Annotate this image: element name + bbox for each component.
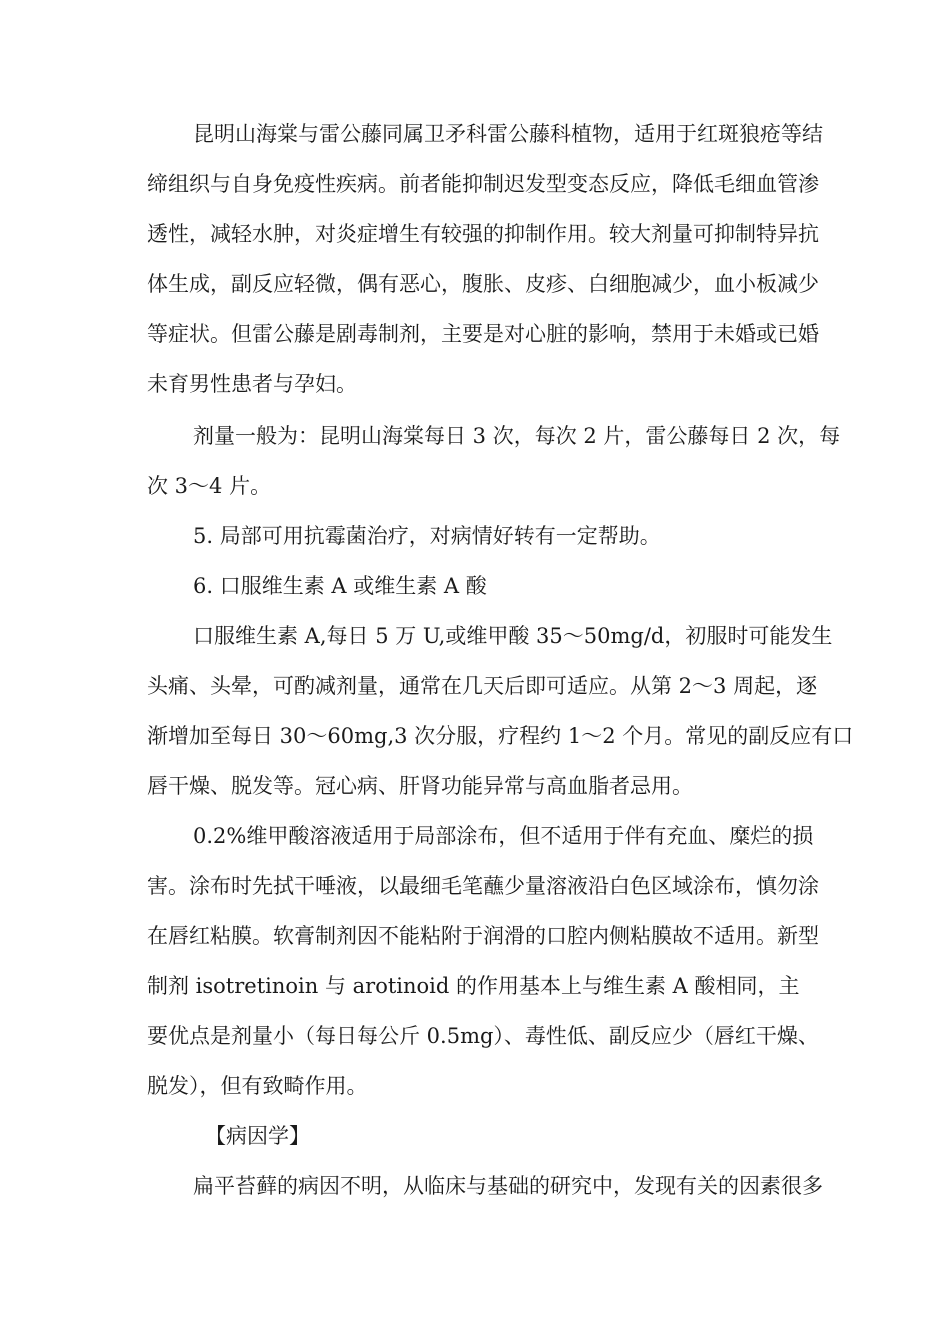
text-line: 制剂 isotretinoin 与 arotinoid 的作用基本上与维生素 A 酸相同，主 [147, 974, 800, 998]
text-line: 渐增加至每日 30～60mg,3 次分服，疗程约 1～2 个月。常见的副反应有口 [147, 724, 854, 748]
text-line: 要优点是剂量小（每日每公斤 0.5mg）、毒性低、副反应少（唇红干燥、 [147, 1024, 819, 1048]
text-line: 缔组织与自身免疫性疾病。前者能抑制迟发型变态反应，降低毛细血管渗 [147, 172, 819, 196]
text-line: 等症状。但雷公藤是剧毒制剂，主要是对心脏的影响，禁用于未婚或已婚 [147, 322, 819, 346]
text-line: 未育男性患者与孕妇。 [147, 372, 357, 396]
text-line: 扁平苔藓的病因不明，从临床与基础的研究中，发现有关的因素很多 [193, 1174, 823, 1198]
text-line: 体生成，副反应轻微，偶有恶心，腹胀、皮疹、白细胞减少，血小板减少 [147, 272, 819, 296]
text-line: 头痛、头晕，可酌减剂量，通常在几天后即可适应。从第 2～3 周起，逐 [147, 674, 818, 698]
section-heading: 【病因学】 [205, 1124, 310, 1148]
text-line: 透性，减轻水肿，对炎症增生有较强的抑制作用。较大剂量可抑制特异抗 [147, 222, 819, 246]
text-line: 口服维生素 A,每日 5 万 U,或维甲酸 35～50mg/d，初服时可能发生 [193, 624, 833, 648]
text-line: 唇干燥、脱发等。冠心病、肝肾功能异常与高血脂者忌用。 [147, 774, 693, 798]
text-line: 脱发），但有致畸作用。 [147, 1074, 368, 1098]
text-line: 在唇红粘膜。软膏制剂因不能粘附于润滑的口腔内侧粘膜故不适用。新型 [147, 924, 819, 948]
text-line: 次 3～4 片。 [147, 474, 272, 498]
text-line: 害。涂布时先拭干唾液，以最细毛笔蘸少量溶液沿白色区域涂布，慎勿涂 [147, 874, 819, 898]
list-item: 5. 局部可用抗霉菌治疗，对病情好转有一定帮助。 [193, 524, 661, 548]
text-line: 昆明山海棠与雷公藤同属卫矛科雷公藤科植物，适用于红斑狼疮等结 [193, 122, 823, 146]
list-item: 6. 口服维生素 A 或维生素 A 酸 [193, 574, 487, 598]
text-line: 剂量一般为：昆明山海棠每日 3 次，每次 2 片，雷公藤每日 2 次，每 [193, 424, 841, 448]
text-line: 0.2%维甲酸溶液适用于局部涂布，但不适用于伴有充血、糜烂的损 [193, 824, 814, 848]
